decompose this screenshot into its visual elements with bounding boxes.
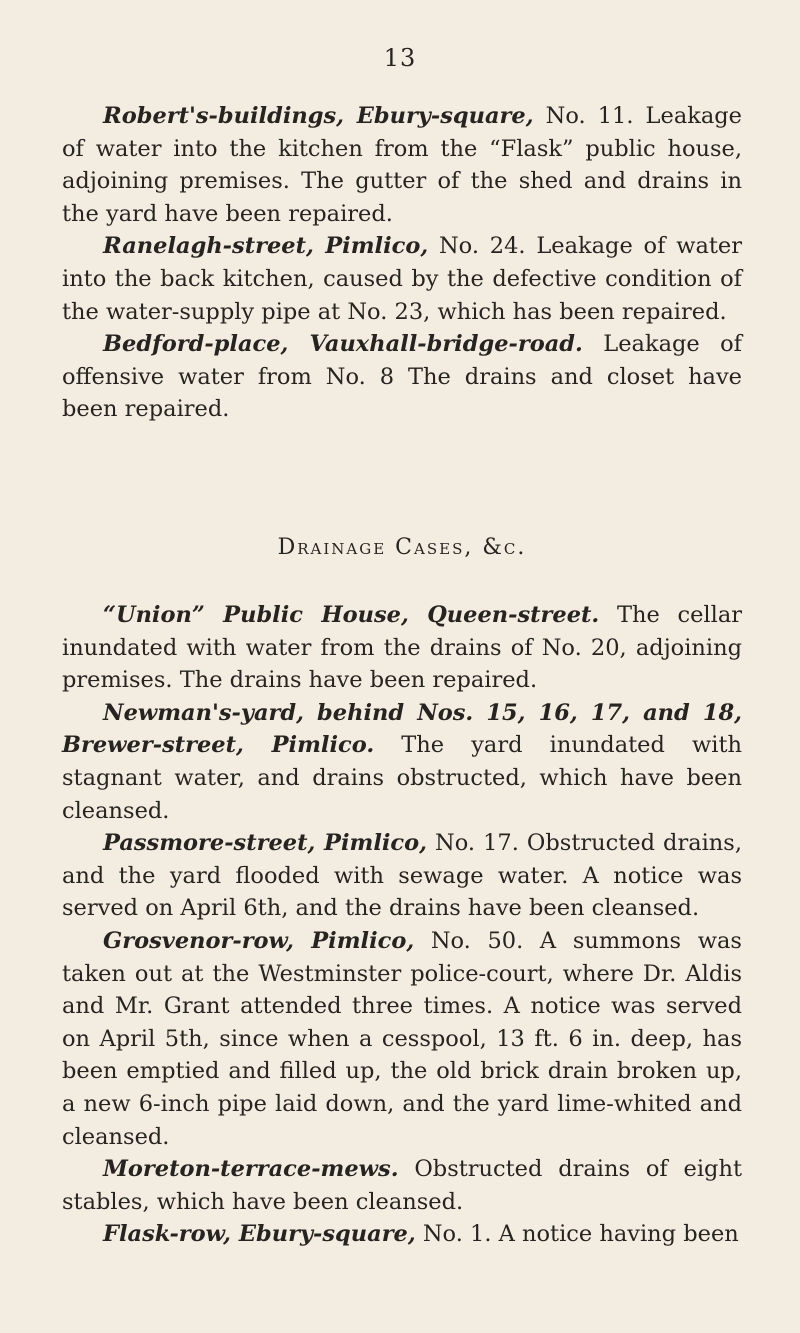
- entry-text: Obstructed drains of eight stables, which have been cleansed.: [62, 1156, 742, 1215]
- page-number: 13: [383, 44, 417, 72]
- entry-place: Bedford-place, Vauxhall-bridge-road.: [103, 331, 583, 358]
- entry-place: “Union” Public House, Queen-street.: [103, 602, 600, 628]
- entry-paragraph: [62, 1218, 742, 1251]
- entry-text: Leakage of offensive water from No. 8 The drains and closet have been repaired.: [62, 331, 743, 423]
- entry-text: The cellar inundated with water from the drains of No. 20, adjoining premises. The drains have been repaired.: [62, 602, 742, 694]
- entry-place: Ranelagh-street, Pimlico,: [103, 233, 429, 260]
- entry-paragraph: [62, 599, 742, 697]
- entry-text: No. 50. A summons was taken out at the Westminster police-court, where Dr. Aldis and Mr. Grant attended three times. A notice was served on April 5th, since when a cesspool, 13 ft. 6 in. deep, has been emptied and filled up, the old brick drain broken up, a new 6-inch pipe laid down, and the yard lime-whited and cleansed.: [62, 927, 742, 1150]
- entry-place: Grosvenor-row, Pimlico,: [103, 927, 415, 954]
- entry-place: Newman's-yard, behind Nos. 15, 16, 17, and 18, Brewer-street, Pimlico.: [62, 699, 742, 759]
- entry-text: No. 1. A notice having been: [422, 1221, 739, 1248]
- entry-paragraph: [62, 230, 742, 328]
- entry-text: The yard inundated with stagnant water, and drains obstructed, which have been cleansed.: [62, 732, 742, 824]
- entry-place: Moreton-terrace-mews.: [103, 1156, 399, 1183]
- heading-spacer: [62, 573, 742, 599]
- entries-after-heading: [62, 523, 742, 1251]
- section-heading: Drainage Cases, &c.: [277, 535, 527, 560]
- entry-paragraph: [62, 100, 742, 230]
- entry-paragraph: [62, 328, 742, 426]
- entries-before-heading: [62, 100, 742, 426]
- entry-paragraph: [62, 925, 742, 1153]
- entry-paragraph: [62, 827, 742, 925]
- entry-place: Robert's-buildings, Ebury-square,: [103, 103, 534, 129]
- entry-place: Flask-row, Ebury-square,: [103, 1221, 416, 1248]
- entry-text: No. 11. Leakage of water into the kitchen from the “Flask” public house, adjoining premises. The gutter of the shed and drains in the yard have been repaired.: [62, 103, 742, 227]
- entry-text: No. 17. Obstructed drains, and the yard flooded with sewage water. A notice was served on April 6th, and the drains have been cleansed.: [62, 830, 742, 922]
- entry-paragraph: [62, 697, 742, 827]
- entry-place: Passmore-street, Pimlico,: [103, 830, 427, 857]
- entry-paragraph: [62, 1153, 742, 1218]
- entry-text: No. 24. Leakage of water into the back kitchen, caused by the defective condition of the water-supply pipe at No. 23, which has been repaired.: [62, 233, 743, 325]
